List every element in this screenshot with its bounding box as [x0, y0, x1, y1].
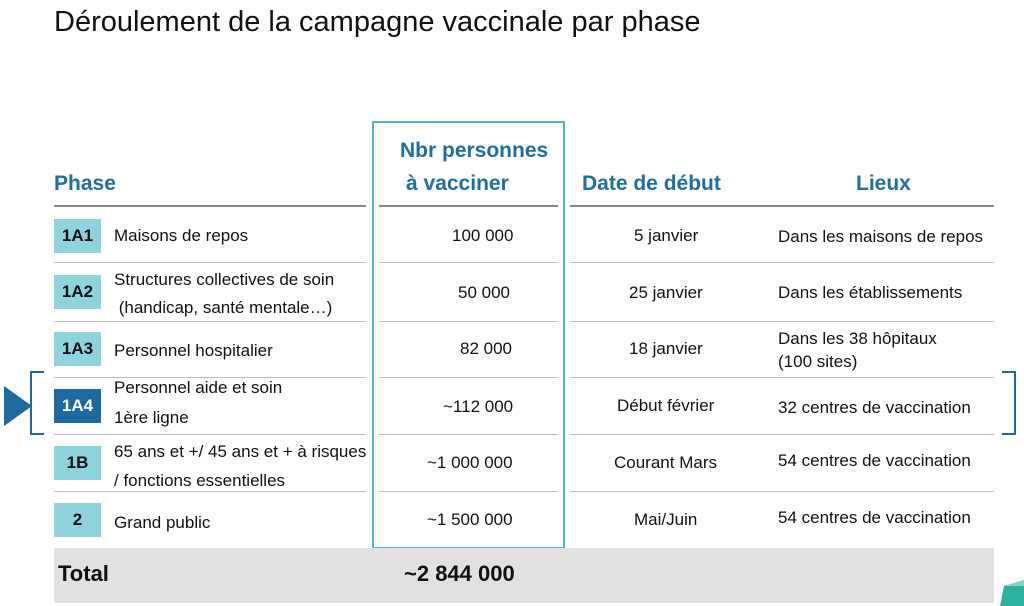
- header-phase: Phase: [54, 172, 116, 195]
- total-row: [54, 548, 994, 603]
- location: 54 centres de vaccination: [778, 451, 971, 470]
- phase-badge: 1A1: [54, 219, 101, 253]
- start-date: 18 janvier: [629, 339, 703, 358]
- phase-description-line2: 1ère ligne: [114, 408, 189, 427]
- location: 54 centres de vaccination: [778, 508, 971, 527]
- phase-badge: 1A3: [54, 332, 101, 366]
- people-count: ~112 000: [443, 397, 514, 416]
- location: Dans les maisons de repos: [778, 227, 984, 246]
- location: Dans les 38 hôpitaux: [778, 329, 937, 348]
- highlight-bracket-left: [30, 371, 44, 435]
- row-separator: [570, 262, 994, 263]
- header-underline-date-lieux: [570, 205, 994, 207]
- phase-badge-highlighted: 1A4: [54, 389, 101, 423]
- phase-description-line2: / fonctions essentielles: [114, 471, 286, 490]
- start-date: 5 janvier: [634, 226, 699, 245]
- phase-description: Grand public: [114, 513, 211, 532]
- phase-description: 65 ans et +/ 45 ans et + à risques: [114, 442, 367, 461]
- row-separator: [54, 321, 366, 322]
- people-count: 100 000: [452, 226, 514, 245]
- row-separator: [570, 434, 994, 435]
- start-date: Courant Mars: [614, 453, 717, 472]
- phase-description: Maisons de repos: [114, 226, 249, 245]
- row-separator: [54, 434, 366, 435]
- row-separator: [379, 377, 558, 378]
- header-nbr-line1: Nbr personnes: [400, 139, 549, 162]
- row-separator: [379, 262, 558, 263]
- people-count: ~1 000 000: [427, 453, 513, 472]
- phase-badge: 1A2: [54, 275, 101, 309]
- highlight-bracket-right: [1002, 371, 1016, 435]
- total-label: Total: [58, 561, 109, 586]
- highlight-arrow-icon: [4, 386, 32, 426]
- people-count: ~1 500 000: [427, 510, 513, 529]
- row-separator: [570, 321, 994, 322]
- phase-badge: 2: [54, 503, 101, 537]
- page-title: Déroulement de la campagne vaccinale par phase: [54, 6, 701, 38]
- header-lieux: Lieux: [856, 172, 911, 195]
- row-separator: [54, 491, 366, 492]
- header-underline-phase: [54, 205, 366, 207]
- row-separator: [570, 491, 994, 492]
- total-value: ~2 844 000: [404, 561, 515, 586]
- location: Dans les établissements: [778, 283, 963, 302]
- start-date: Début février: [617, 396, 715, 415]
- decorative-corner-shape: [994, 580, 1024, 606]
- row-separator: [54, 262, 366, 263]
- row-separator: [379, 321, 558, 322]
- header-date: Date de début: [582, 172, 721, 195]
- phase-description: Personnel hospitalier: [114, 341, 273, 360]
- row-separator: [570, 377, 994, 378]
- row-separator: [379, 434, 558, 435]
- phase-description: Personnel aide et soin: [114, 378, 283, 397]
- start-date: 25 janvier: [629, 283, 703, 302]
- phase-description-line2: (handicap, santé mentale…): [114, 298, 333, 317]
- phase-description: Structures collectives de soin: [114, 270, 335, 289]
- people-count: 50 000: [458, 283, 510, 302]
- header-underline-nbr: [379, 205, 558, 207]
- row-separator: [379, 491, 558, 492]
- location-line2: (100 sites): [778, 352, 858, 371]
- phase-badge: 1B: [54, 446, 101, 480]
- header-nbr-line2: à vacciner: [406, 172, 509, 195]
- people-count: 82 000: [460, 339, 512, 358]
- start-date: Mai/Juin: [634, 510, 698, 529]
- location: 32 centres de vaccination: [778, 398, 971, 417]
